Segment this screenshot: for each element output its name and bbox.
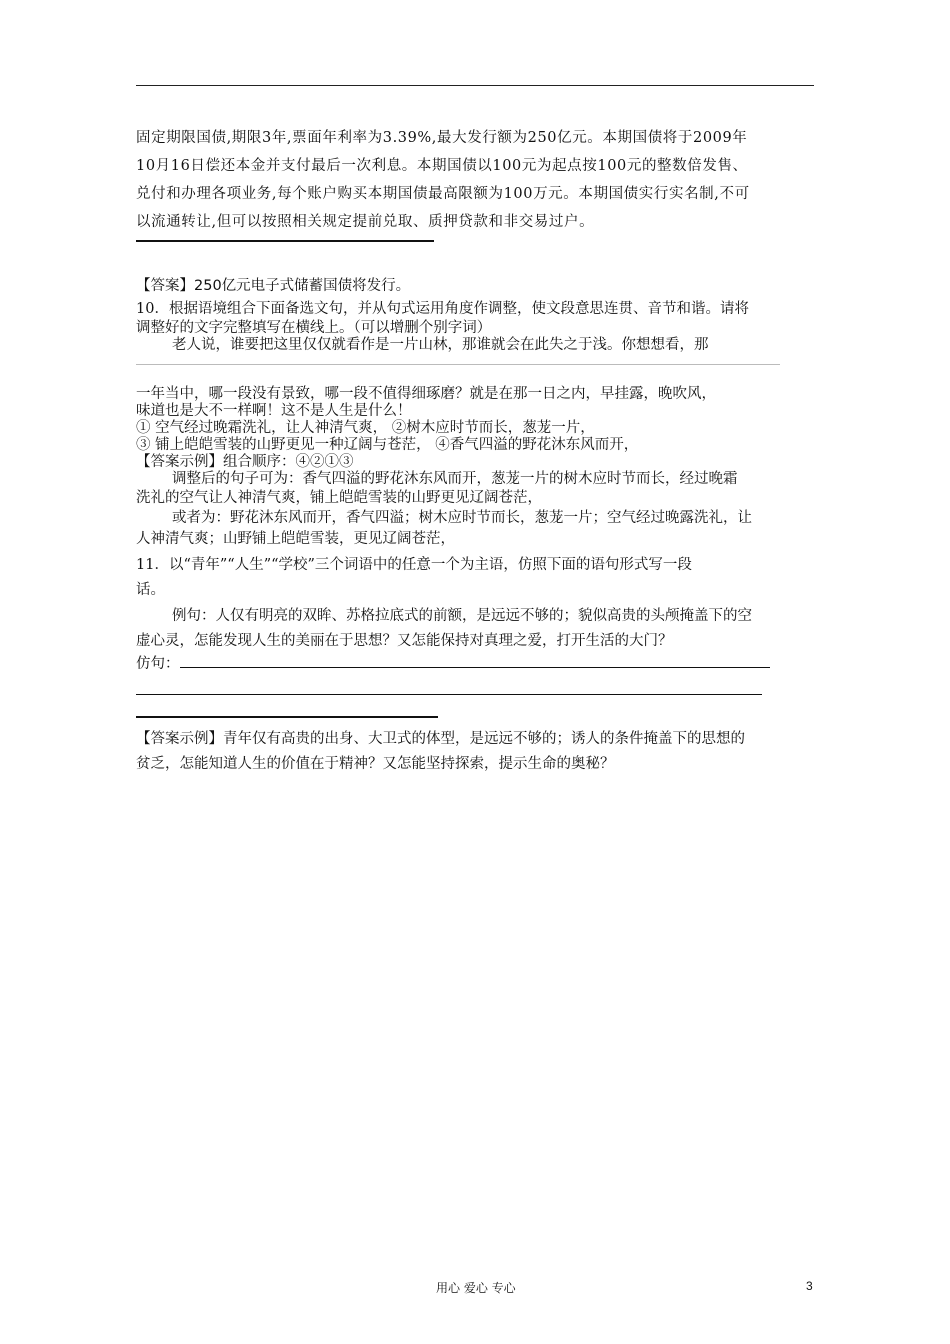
q10-passage-line-1: 老人说，谁要把这里仅仅就看作是一片山林，那谁就会在此失之于浅。你想想看，那 bbox=[172, 337, 709, 353]
q10-passage-line-2: 一年当中，哪一段没有景致，哪一段不值得细琢磨？就是在那一日之内，早挂露，晚吹风， bbox=[136, 386, 716, 402]
answer-9: 【答案】250亿元电子式储蓄国债将发行。 bbox=[136, 278, 411, 294]
header-rule bbox=[136, 85, 814, 86]
intro-line-3: 兑付和办理各项业务,每个账户购买本期国债最高限额为100万元。本期国债实行实名制,不可 bbox=[136, 186, 750, 202]
q10-line-1: 10．根据语境组合下面备选文句，并从句式运用角度作调整，使文段意思连贯、音节和谐。请将 bbox=[136, 301, 749, 317]
q10-answer-order: 【答案示例】组合顺序：④②①③ bbox=[136, 454, 354, 470]
q10-option-line-1: ① 空气经过晚霜洗礼，让人神清气爽， ②树木应时节而长，葱茏一片， bbox=[136, 420, 595, 436]
q10-fill-line bbox=[136, 364, 780, 365]
q10-answer-line-4: 人神清气爽；山野铺上皑皑雪装，更见辽阔苍茫， bbox=[136, 531, 455, 547]
footer-motto: 用心 爱心 专心 bbox=[436, 1281, 516, 1295]
q10-option-line-2: ③ 铺上皑皑雪装的山野更见一种辽阔与苍茫， ④香气四溢的野花沐东风而开， bbox=[136, 437, 639, 453]
q10-passage-line-3: 味道也是大不一样啊！这不是人生是什么！ bbox=[136, 403, 412, 419]
q10-answer-line-2: 洗礼的空气让人神清气爽，铺上皑皑雪装的山野更见辽阔苍茫， bbox=[136, 490, 542, 506]
q10-answer-line-1: 调整后的句子可为：香气四溢的野花沐东风而开，葱茏一片的树木应时节而长，经过晚霜 bbox=[172, 471, 738, 487]
q10-answer-line-3: 或者为：野花沐东风而开，香气四溢；树木应时节而长，葱茏一片；空气经过晚露洗礼，让 bbox=[172, 510, 752, 526]
intro-line-4: 以流通转让,但可以按照相关规定提前兑取、质押贷款和非交易过户。 bbox=[136, 214, 595, 230]
q11-example-line-2: 虚心灵，怎能发现人生的美丽在于思想？又怎能保持对真理之爱，打开生活的大门？ bbox=[136, 633, 673, 649]
q10-line-2: 调整好的文字完整填写在横线上。（可以增删个别字词） bbox=[136, 320, 492, 336]
answer-blank-line bbox=[136, 240, 434, 242]
q11-answer-line-1: 【答案示例】青年仅有高贵的出身、大卫式的体型，是远远不够的；诱人的条件掩盖下的思想的 bbox=[136, 731, 745, 747]
q11-answer-line-2: 贫乏，怎能知道人生的价值在于精神？又怎能坚持探索，提示生命的奥秘？ bbox=[136, 756, 615, 772]
intro-line-1: 固定期限国债,期限3年,票面年利率为3.39%,最大发行额为250亿元。本期国债将于2009年 bbox=[136, 130, 748, 146]
page-number: 3 bbox=[806, 1279, 813, 1293]
intro-line-2: 10月16日偿还本金并支付最后一次利息。本期国债以100元为起点按100元的整数倍发售、 bbox=[136, 158, 748, 174]
q11-example-line-1: 例句：人仅有明亮的双眸、苏格拉底式的前额，是远远不够的；貌似高贵的头颅掩盖下的空 bbox=[172, 608, 752, 624]
q11-imitation-row bbox=[136, 652, 816, 673]
q11-imitation-label: 仿句： bbox=[136, 656, 180, 672]
imitation-blank-2 bbox=[136, 694, 762, 695]
imitation-blank-1 bbox=[180, 653, 770, 668]
q11-line-1: 11．以“青年”“人生”“学校”三个词语中的任意一个为主语，仿照下面的语句形式写一段 bbox=[136, 557, 692, 573]
answer-blank-line-2 bbox=[136, 716, 438, 718]
q11-line-2: 话。 bbox=[136, 582, 165, 598]
